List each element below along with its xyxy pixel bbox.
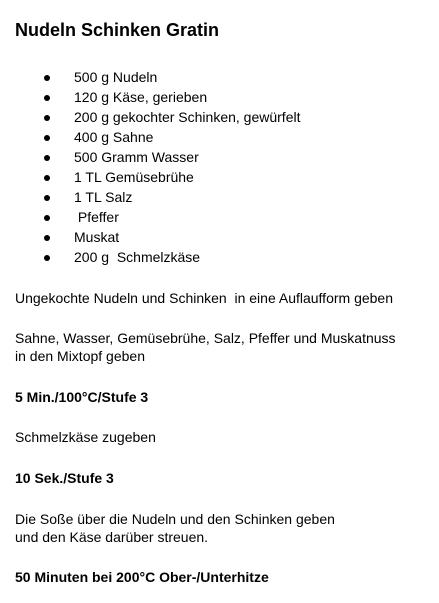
bullet-icon xyxy=(44,255,50,261)
step-instruction: und den Käse darüber streuen. xyxy=(15,529,209,545)
bullet-icon xyxy=(44,155,50,161)
bullet-icon xyxy=(44,235,50,241)
ingredient-text: 500 Gramm Wasser xyxy=(74,149,199,165)
ingredient-item xyxy=(0,227,120,247)
bullet-icon xyxy=(44,215,50,221)
cooking-setting: 10 Sek./Stufe 3 xyxy=(15,470,114,486)
bullet-icon xyxy=(44,195,50,201)
ingredient-item xyxy=(0,187,133,207)
ingredient-text: 500 g Nudeln xyxy=(74,69,158,85)
ingredient-text: 200 g Schmelzkäse xyxy=(74,249,201,265)
ingredient-item xyxy=(0,107,301,127)
ingredient-item xyxy=(0,167,194,187)
ingredient-list xyxy=(0,67,301,267)
ingredient-item xyxy=(0,67,158,87)
ingredient-item xyxy=(0,247,201,267)
step-instruction: Ungekochte Nudeln und Schinken in eine Auflaufform geben xyxy=(15,290,394,306)
ingredient-text: 1 TL Salz xyxy=(74,189,133,205)
ingredient-item xyxy=(0,147,199,167)
bullet-icon xyxy=(44,115,50,121)
ingredient-text: 1 TL Gemüsebrühe xyxy=(74,169,194,185)
step-instruction: Sahne, Wasser, Gemüsebrühe, Salz, Pfeffer und Muskatnuss xyxy=(15,330,396,346)
bullet-icon xyxy=(44,135,50,141)
step-instruction: Die Soße über die Nudeln und den Schinken geben xyxy=(15,511,335,527)
ingredient-text: Pfeffer xyxy=(74,209,119,225)
bullet-icon xyxy=(44,175,50,181)
ingredient-text: 120 g Käse, gerieben xyxy=(74,89,208,105)
cooking-setting: 50 Minuten bei 200°C Ober-/Unterhitze xyxy=(15,569,269,585)
bullet-icon xyxy=(44,75,50,81)
step-instruction: in den Mixtopf geben xyxy=(15,348,145,364)
recipe-title: Nudeln Schinken Gratin xyxy=(15,20,220,40)
ingredient-text: Muskat xyxy=(74,229,120,245)
cooking-setting: 5 Min./100°C/Stufe 3 xyxy=(15,389,149,405)
step-instruction: Schmelzkäse zugeben xyxy=(15,429,156,445)
ingredient-item xyxy=(0,207,119,227)
ingredient-item xyxy=(0,127,154,147)
ingredient-text: 200 g gekochter Schinken, gewürfelt xyxy=(74,109,301,125)
ingredient-text: 400 g Sahne xyxy=(74,129,154,145)
ingredient-item xyxy=(0,87,208,107)
bullet-icon xyxy=(44,95,50,101)
